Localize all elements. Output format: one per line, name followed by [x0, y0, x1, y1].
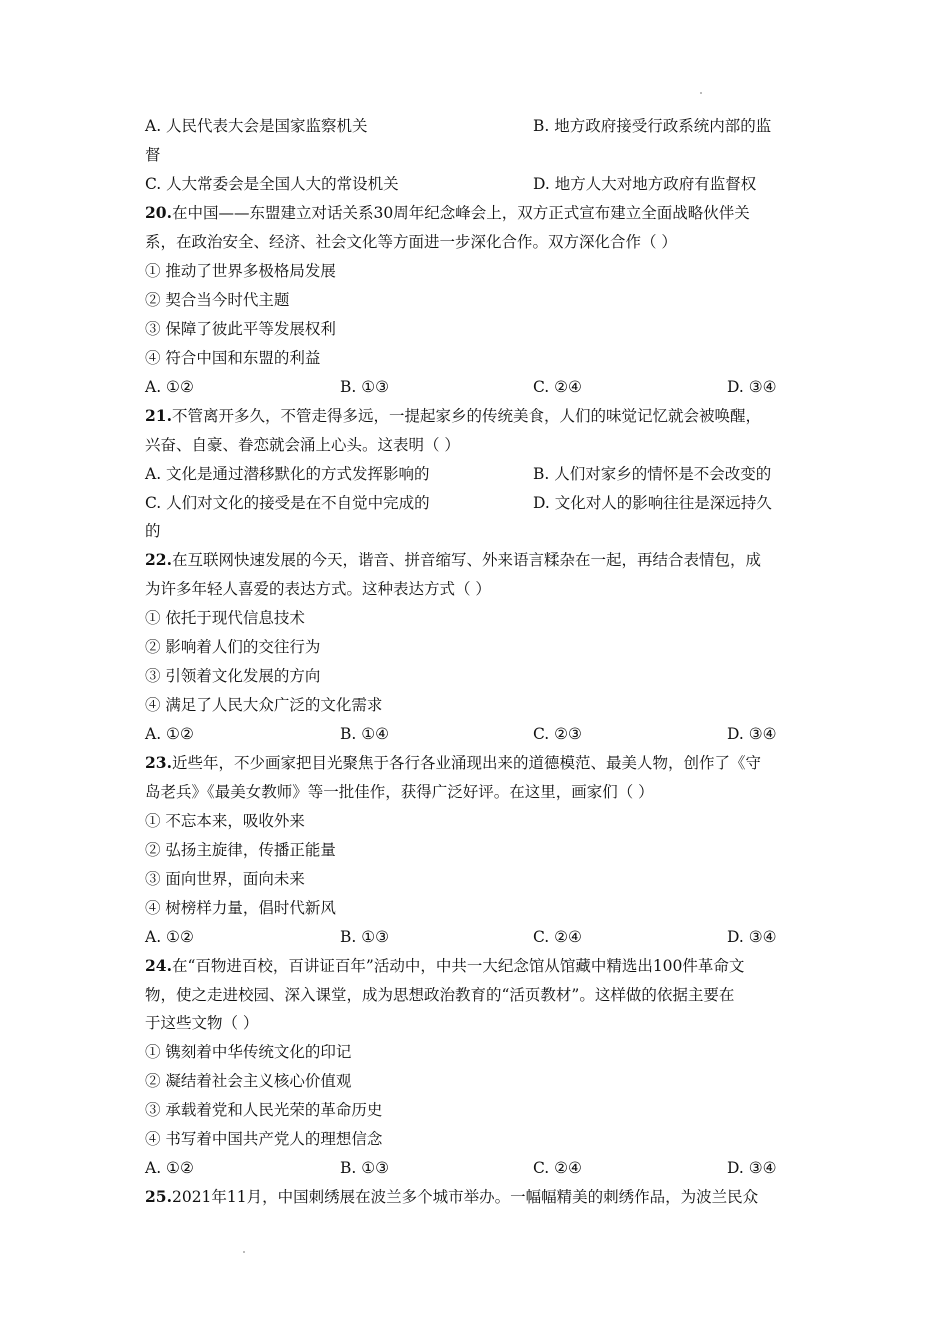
q21-option-c: C. 人们对文化的接受是在不自觉中完成的 — [145, 494, 430, 512]
q23-option-a: A. ①② — [145, 928, 194, 946]
q20-item-2: ② 契合当今时代主题 — [145, 291, 290, 309]
q19-option-c: C. 人大常委会是全国人大的常设机关 — [145, 175, 399, 193]
scan-speck — [243, 1251, 245, 1253]
q24-stem-line3: 于这些文物（ ） — [145, 1014, 259, 1032]
q21-option-b: B. 人们对家乡的情怀是不会改变的 — [533, 465, 772, 483]
q21-stem-line2: 兴奋、自豪、眷恋就会涌上心头。这表明（ ） — [145, 436, 460, 454]
q19-option-b-wrap: 督 — [145, 146, 161, 164]
q24-stem-line1 — [145, 956, 744, 976]
q20-stem-text1: 在中国——东盟建立对话关系30周年纪念峰会上，双方正式宣布建立全面战略伙伴关 — [171, 204, 750, 222]
q20-item-3: ③ 保障了彼此平等发展权利 — [145, 320, 336, 338]
q23-number: 23. — [145, 753, 172, 772]
q22-stem-line2: 为许多年轻人喜爱的表达方式。这种表达方式（ ） — [145, 580, 491, 598]
q23-option-b: B. ①③ — [340, 928, 390, 946]
q20-item-1: ① 推动了世界多极格局发展 — [145, 262, 336, 280]
q21-option-d: D. 文化对人的影响往往是深远持久 — [533, 494, 772, 512]
q22-option-c: C. ②③ — [533, 725, 582, 743]
q23-option-d: D. ③④ — [727, 928, 777, 946]
q24-item-1: ① 镌刻着中华传统文化的印记 — [145, 1043, 352, 1061]
q19-option-a: A. 人民代表大会是国家监察机关 — [145, 117, 368, 135]
q22-stem-line1 — [145, 550, 761, 570]
q23-item-4: ④ 树榜样力量，倡时代新风 — [145, 899, 336, 917]
q22-item-2: ② 影响着人们的交往行为 — [145, 638, 321, 656]
q22-item-1: ① 依托于现代信息技术 — [145, 609, 305, 627]
q19-option-d: D. 地方人大对地方政府有监督权 — [533, 175, 757, 193]
q24-stem-line2: 物，使之走进校园、深入课堂，成为思想政治教育的“活页教材”。这样做的依据主要在 — [145, 986, 735, 1004]
q24-option-c: C. ②④ — [533, 1159, 582, 1177]
q23-stem-line1 — [145, 753, 761, 773]
q22-item-4: ④ 满足了人民大众广泛的文化需求 — [145, 696, 383, 714]
q21-stem-line1 — [145, 406, 761, 426]
q24-number: 24. — [145, 956, 172, 975]
q24-item-2: ② 凝结着社会主义核心价值观 — [145, 1072, 352, 1090]
q23-stem-line2: 岛老兵》《最美女教师》等一批佳作，获得广泛好评。在这里，画家们（ ） — [145, 783, 654, 801]
q21-stem-text1: 不管离开多久，不管走得多远，一提起家乡的传统美食，人们的味觉记忆就会被唤醒， — [171, 407, 761, 425]
q22-option-d: D. ③④ — [727, 725, 777, 743]
q25-stem-line1 — [145, 1187, 758, 1207]
q21-option-d-wrap: 的 — [145, 522, 161, 540]
q24-item-3: ③ 承载着党和人民光荣的革命历史 — [145, 1101, 383, 1119]
q23-item-2: ② 弘扬主旋律，传播正能量 — [145, 841, 336, 859]
q19-option-b: B. 地方政府接受行政系统内部的监 — [533, 117, 772, 135]
q24-option-a: A. ①② — [145, 1159, 194, 1177]
q25-stem-text1: 2021年11月，中国刺绣展在波兰多个城市举办。一幅幅精美的刺绣作品，为波兰民众 — [171, 1188, 759, 1206]
q23-stem-text1: 近些年，不少画家把目光聚焦于各行各业涌现出来的道德模范、最美人物，创作了《守 — [171, 754, 761, 772]
scan-speck — [700, 92, 702, 94]
q20-option-a: A. ①② — [145, 378, 194, 396]
q22-option-b: B. ①④ — [340, 725, 390, 743]
q23-item-1: ① 不忘本来，吸收外来 — [145, 812, 305, 830]
q20-option-b: B. ①③ — [340, 378, 390, 396]
q24-option-b: B. ①③ — [340, 1159, 390, 1177]
q22-option-a: A. ①② — [145, 725, 194, 743]
q21-option-a: A. 文化是通过潜移默化的方式发挥影响的 — [145, 465, 430, 483]
q21-number: 21. — [145, 406, 172, 425]
q22-number: 22. — [145, 550, 172, 569]
q22-stem-text1: 在互联网快速发展的今天，谐音、拼音缩写、外来语言糅杂在一起，再结合表情包，成 — [171, 551, 761, 569]
q20-option-d: D. ③④ — [727, 378, 777, 396]
q25-number: 25. — [145, 1187, 172, 1206]
q23-item-3: ③ 面向世界，面向未来 — [145, 870, 305, 888]
q20-item-4: ④ 符合中国和东盟的利益 — [145, 349, 321, 367]
q20-option-c: C. ②④ — [533, 378, 582, 396]
q24-option-d: D. ③④ — [727, 1159, 777, 1177]
q20-stem-line2: 系，在政治安全、经济、社会文化等方面进一步深化合作。双方深化合作（ ） — [145, 233, 677, 251]
q24-item-4: ④ 书写着中国共产党人的理想信念 — [145, 1130, 383, 1148]
q23-option-c: C. ②④ — [533, 928, 582, 946]
q24-stem-text1: 在“百物进百校，百讲证百年”活动中，中共一大纪念馆从馆藏中精选出100件革命文 — [171, 957, 745, 975]
q20-stem-line1 — [145, 203, 750, 223]
q22-item-3: ③ 引领着文化发展的方向 — [145, 667, 321, 685]
q20-number: 20. — [145, 203, 172, 222]
